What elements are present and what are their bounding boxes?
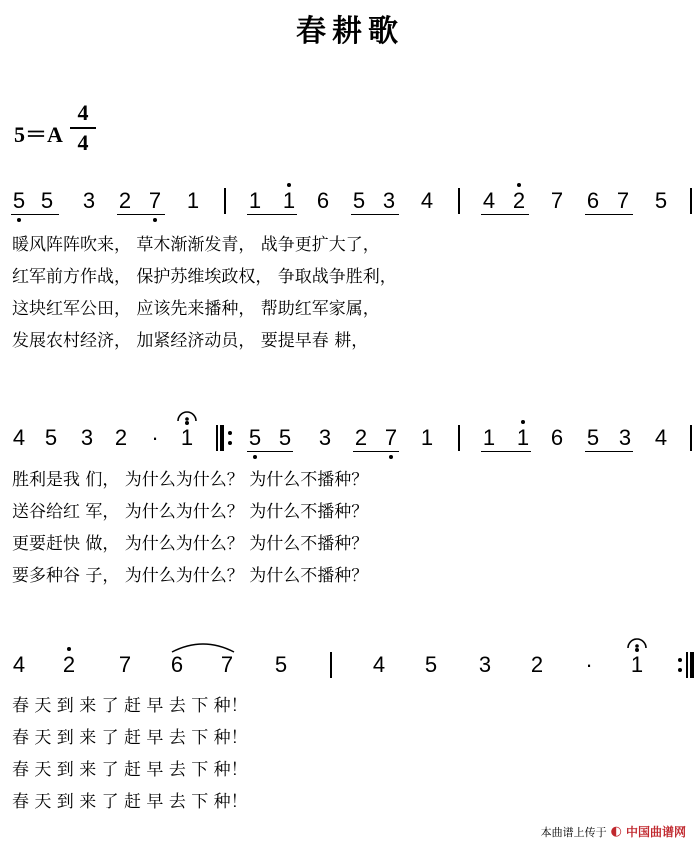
- note: 7: [118, 652, 132, 677]
- note: 1: [186, 188, 200, 213]
- note: 1: [180, 425, 194, 450]
- note: 1: [482, 425, 496, 450]
- lyric-line: 春 天 到 来 了 赶 早 去 下 种！: [12, 792, 248, 812]
- note: 3: [80, 425, 94, 450]
- note: 5: [248, 425, 262, 450]
- fermata-icon: [176, 409, 198, 423]
- note: 5: [274, 652, 288, 677]
- key-signature: 5＝A: [14, 122, 63, 147]
- note: 4: [372, 652, 386, 677]
- note: 7: [220, 652, 234, 677]
- note: 2: [114, 425, 128, 450]
- site-logo[interactable]: 中国曲谱网: [625, 825, 686, 839]
- lyric-line: 这块红军公田， 应该先来播种， 帮助红军家属，: [12, 299, 380, 319]
- note: 4: [482, 188, 496, 213]
- score-line-3: [0, 654, 700, 824]
- note: 5: [12, 188, 26, 213]
- note: 1: [420, 425, 434, 450]
- lyric-line: 春 天 到 来 了 赶 早 去 下 种！: [12, 696, 248, 716]
- lyric-line: 发展农村经济， 加紧经济动员， 要提早春 耕，: [12, 331, 369, 351]
- note: 3: [382, 188, 396, 213]
- note: 1: [630, 652, 644, 677]
- note: 5: [424, 652, 438, 677]
- time-signature-bottom: 4: [77, 130, 89, 155]
- note: 3: [318, 425, 332, 450]
- note: 1: [248, 188, 262, 213]
- note: 7: [148, 188, 162, 213]
- time-signature-top: 4: [77, 100, 89, 125]
- note: 3: [618, 425, 632, 450]
- time-signature: [70, 100, 96, 156]
- note: 3: [82, 188, 96, 213]
- lyric-line: 送谷给红 军， 为什么为什么？ 为什么不播种？: [12, 502, 369, 522]
- note: 4: [12, 652, 26, 677]
- note: 5: [40, 188, 54, 213]
- note: 6: [316, 188, 330, 213]
- note: 7: [616, 188, 630, 213]
- lyric-line: 春 天 到 来 了 赶 早 去 下 种！: [12, 760, 248, 780]
- lyric-line: 要多种谷 子， 为什么为什么？ 为什么不播种？: [12, 566, 369, 586]
- footer: [541, 823, 686, 840]
- lyric-line: 胜利是我 们， 为什么为什么？ 为什么不播种？: [12, 470, 369, 490]
- note: ·: [585, 652, 593, 677]
- note: 7: [550, 188, 564, 213]
- slur-icon: [168, 638, 238, 654]
- lyric-line: 暖风阵阵吹来， 草木渐渐发青， 战争更扩大了，: [12, 235, 380, 255]
- note: 4: [12, 425, 26, 450]
- note: 2: [530, 652, 544, 677]
- note: 2: [118, 188, 132, 213]
- note: 6: [586, 188, 600, 213]
- lyric-line: 红军前方作战， 保护苏维埃政权， 争取战争胜利，: [12, 267, 397, 287]
- note: 7: [384, 425, 398, 450]
- lyric-line: 更要赶快 做， 为什么为什么？ 为什么不播种？: [12, 534, 369, 554]
- note: 2: [512, 188, 526, 213]
- score-line-2: [0, 427, 700, 597]
- note: ·: [151, 425, 159, 450]
- note: 5: [586, 425, 600, 450]
- note: 5: [352, 188, 366, 213]
- score-line-1: [0, 190, 700, 360]
- note: 6: [550, 425, 564, 450]
- note: 4: [654, 425, 668, 450]
- note: 1: [516, 425, 530, 450]
- note: 5: [278, 425, 292, 450]
- note: 5: [654, 188, 668, 213]
- footer-text: 本曲谱上传于: [540, 825, 607, 839]
- note: 5: [44, 425, 58, 450]
- note: 4: [420, 188, 434, 213]
- site-logo-icon: ◐: [610, 824, 622, 839]
- note: 2: [62, 652, 76, 677]
- note: 3: [478, 652, 492, 677]
- lyric-line: 春 天 到 来 了 赶 早 去 下 种！: [12, 728, 248, 748]
- note: 6: [170, 652, 184, 677]
- note: 2: [354, 425, 368, 450]
- fermata-icon: [626, 636, 648, 650]
- page-title: 春耕歌: [296, 14, 404, 49]
- note: 1: [282, 188, 296, 213]
